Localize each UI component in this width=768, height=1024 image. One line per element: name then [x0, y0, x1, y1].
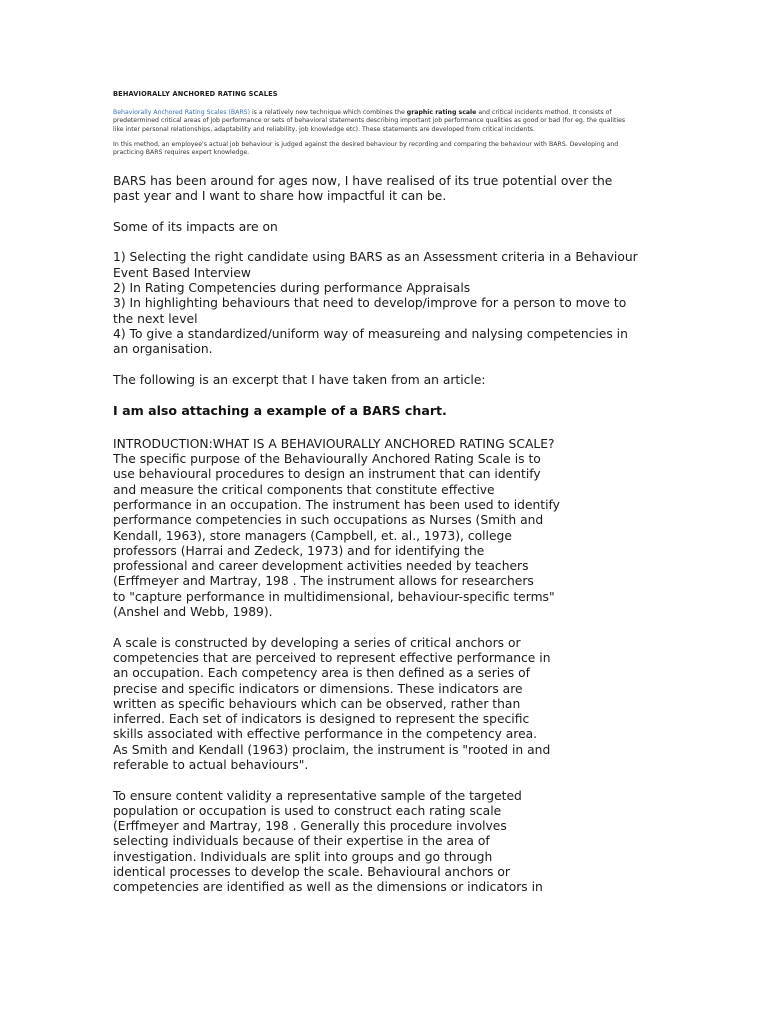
text-line: performance in an occupation. The instrument has been used to identify: [113, 497, 560, 512]
excerpt-intro: The following is an excerpt that I have taken from an article:: [113, 372, 486, 387]
text-line: precise and specific indicators or dimensions. These indicators are: [113, 681, 523, 696]
text-line: The specific purpose of the Behaviourally Anchored Rating Scale is to: [113, 452, 541, 467]
graphic-rating-scale-term: graphic rating scale: [406, 109, 477, 116]
list-item: 3) In highlighting behaviours that need to develop/improve for a person to move to the next level: [113, 296, 627, 326]
text-line: skills associated with effective performance in the competency area.: [113, 727, 538, 742]
article-paragraph-2: [113, 636, 658, 774]
text-line: use behavioural procedures to design an instrument that can identify: [113, 467, 541, 482]
text-line: referable to actual behaviours".: [113, 757, 309, 772]
text-line: professors (Harrai and Zedeck, 1973) and for identifying the: [113, 543, 485, 558]
intro-paragraph: BARS has been around for ages now, I have realised of its true potential over the past year and I want to share how impactful it can be.: [113, 174, 613, 204]
text-line: As Smith and Kendall (1963) proclaim, the instrument is "rooted in and: [113, 742, 551, 757]
document-header: [113, 90, 633, 164]
list-item: 1) Selecting the right candidate using BARS as an Assessment criteria in a Behaviour Event Based Interview: [113, 250, 638, 280]
document-body: [113, 174, 658, 911]
text-line: written as specific behaviours which can be observed, rather than: [113, 696, 521, 711]
text-line: professional and career development activities needed by teachers: [113, 559, 529, 574]
text-line: (Erffmeyer and Martray, 198 . The instrument allows for researchers: [113, 574, 534, 589]
text-line: competencies are identified as well as the dimensions or indicators in: [113, 880, 543, 895]
text-line: an occupation. Each competency area is then defined as a series of: [113, 666, 530, 681]
text-line: (Erffmeyer and Martray, 198 . Generally this procedure involves: [113, 819, 507, 834]
impacts-list: [113, 250, 658, 357]
text-line: and measure the critical components that constitute effective: [113, 482, 495, 497]
bars-link[interactable]: Behaviorally Anchored Rating Scales (BARS): [113, 109, 250, 116]
text-line: (Anshel and Webb, 1989).: [113, 605, 273, 620]
text-line: selecting individuals because of their expertise in the area of: [113, 834, 490, 849]
text-line: To ensure content validity a representative sample of the targeted: [113, 788, 522, 803]
article-paragraph-3: [113, 789, 658, 896]
attachment-note: I am also attaching a example of a BARS chart.: [113, 403, 447, 419]
text-line: to "capture performance in multidimensional, behaviour-specific terms": [113, 589, 555, 604]
article-paragraph-1: [113, 437, 658, 621]
impacts-lead: Some of its impacts are on: [113, 219, 278, 234]
text-line: competencies that are perceived to represent effective performance in: [113, 650, 551, 665]
text-line: investigation. Individuals are split into groups and go through: [113, 849, 493, 864]
text-line: identical processes to develop the scale. Behavioural anchors or: [113, 865, 510, 880]
text-line: INTRODUCTION:WHAT IS A BEHAVIOURALLY ANCHORED RATING SCALE?: [113, 436, 555, 451]
text-line: A scale is constructed by developing a series of critical anchors or: [113, 635, 521, 650]
definition-paragraph: Behaviorally Anchored Rating Scales (BARS) is a relatively new technique which combines the graphic rating scale and critical incidents method. It consists of predetermined critical areas of job performance or sets of behavioral statements describing important job performance qualities as good or bad (for eg. the qualities like inter personal relationships, adaptability and reliability, job knowledge etc). These statements are developed from critical incidents.: [113, 109, 626, 133]
list-item: 4) To give a standardized/uniform way of measureing and nalysing competencies in an organisation.: [113, 326, 628, 357]
list-item: 2) In Rating Competencies during performance Appraisals: [113, 281, 471, 296]
text-line: inferred. Each set of indicators is designed to represent the specific: [113, 712, 530, 727]
text-line: Kendall, 1963), store managers (Campbell, et. al., 1973), college: [113, 528, 512, 543]
method-paragraph: In this method, an employee's actual job behaviour is judged against the desired behaviour by recording and comparing the behaviour with BARS. Developing and practicing BARS requires expert knowledge.: [113, 140, 619, 157]
text-line: population or occupation is used to construct each rating scale: [113, 803, 502, 818]
text-line: performance competencies in such occupations as Nurses (Smith and: [113, 513, 544, 528]
section-title: BEHAVIORALLY ANCHORED RATING SCALES: [113, 90, 278, 98]
